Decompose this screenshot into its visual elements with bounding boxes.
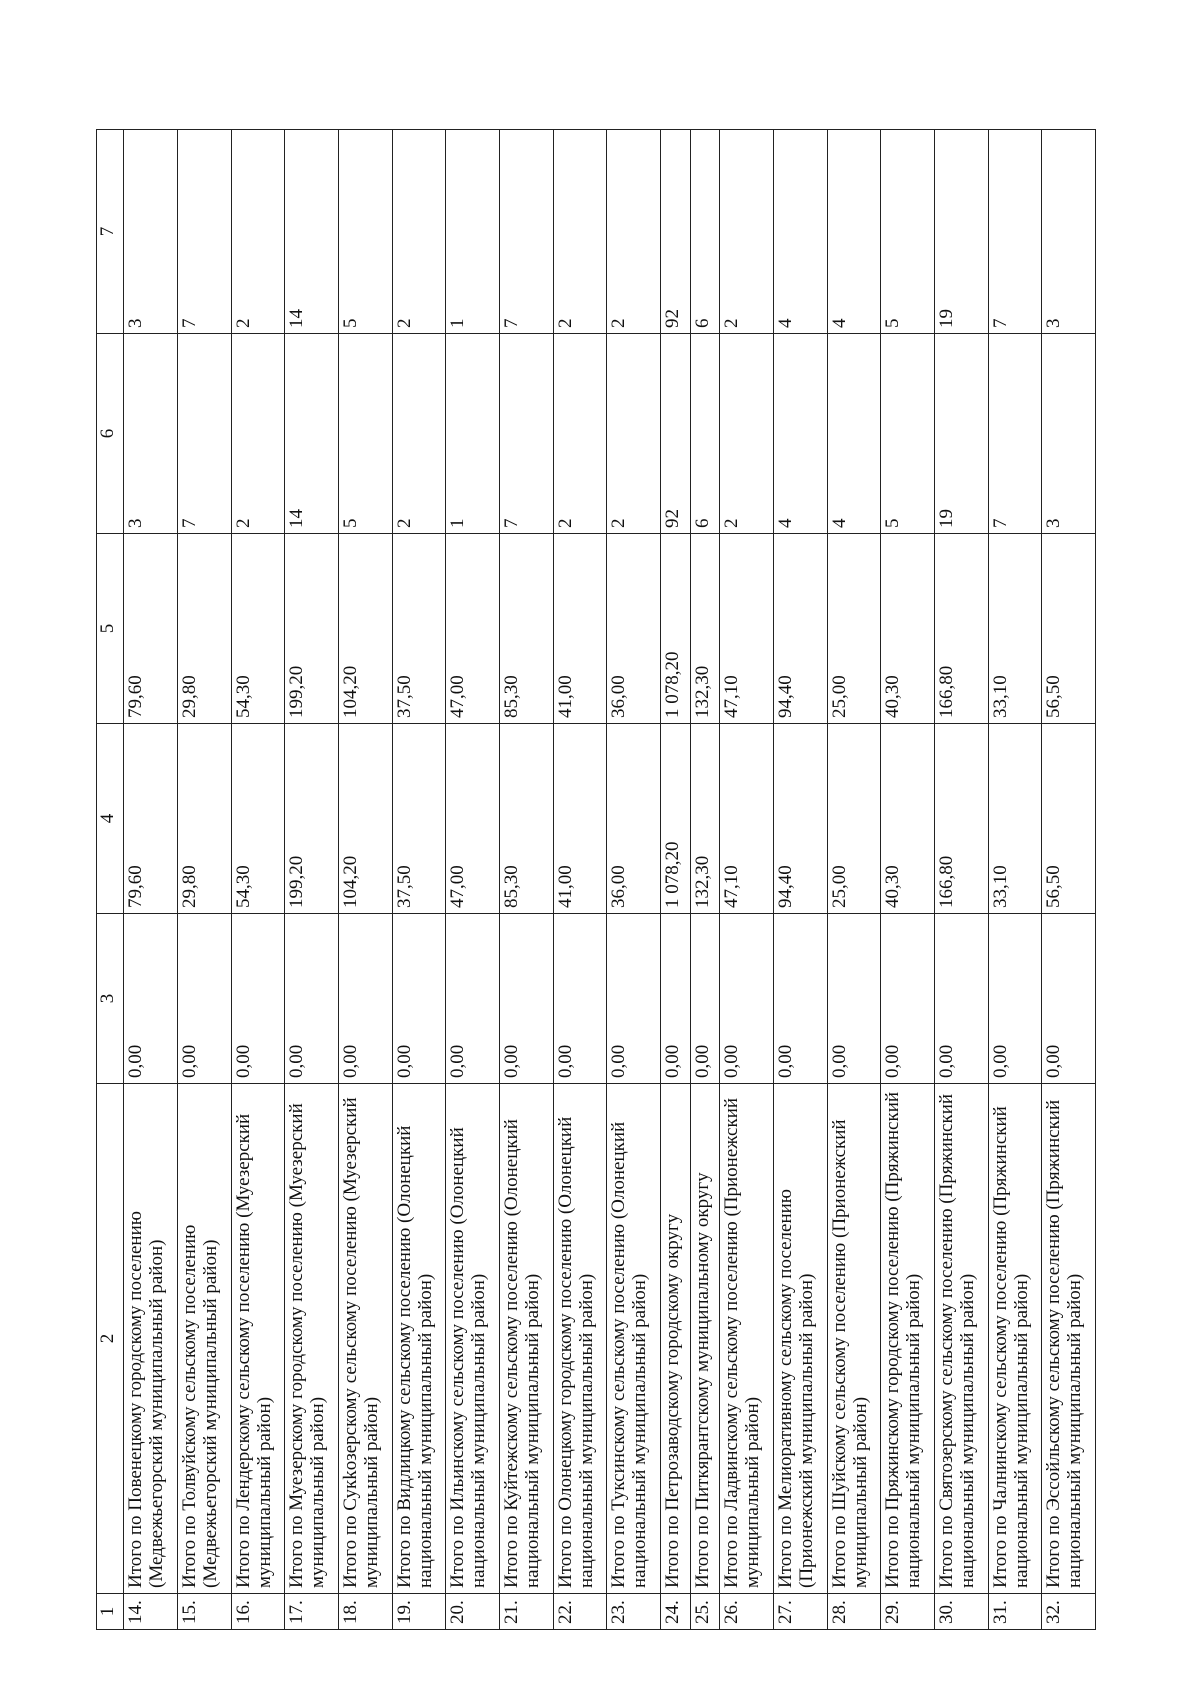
table-row [720,130,774,1630]
value-col-5: 47,10 [720,534,774,724]
value-col-4: 37,50 [392,724,446,914]
value-col-3: 0,00 [231,914,285,1084]
value-col-6: 1 [446,334,500,534]
value-col-7: 92 [660,130,690,334]
value-col-7: 2 [553,130,607,334]
settlement-name: Итого по Эссойльскому сельскому поселению (Пряжинский национальный муниципальный район) [1042,1084,1096,1594]
settlement-name: Итого по Муезерскому городскому поселению (Муезерский муниципальный район) [285,1084,339,1594]
row-number: 25. [690,1594,720,1630]
row-number: 15. [178,1594,232,1630]
table-row [690,130,720,1630]
value-col-7: 5 [881,130,935,334]
settlement-name: Итого по Чалнинскому сельскому поселению (Пряжинский национальный муниципальный район) [988,1084,1042,1594]
value-col-3: 0,00 [1042,914,1096,1084]
settlement-name: Итого по Петрозаводскому городскому округу [660,1084,690,1594]
value-col-6: 2 [553,334,607,534]
table-row [988,130,1042,1630]
value-col-7: 2 [392,130,446,334]
settlement-name: Итого по Пряжинскому городскому поселению (Пряжинский национальный муниципальный район) [881,1084,935,1594]
value-col-7: 7 [499,130,553,334]
value-col-7: 7 [178,130,232,334]
value-col-3: 0,00 [773,914,827,1084]
settlement-name: Итого по Святозерскому сельскому поселению (Пряжинский национальный муниципальный район) [934,1084,988,1594]
value-col-4: 25,00 [827,724,881,914]
settlement-name: Итого по Шуйскому сельскому поселению (Прионежский муниципальный район) [827,1084,881,1594]
value-col-7: 5 [339,130,393,334]
settlement-name: Итого по Ладвинскому сельскому поселению (Прионежский муниципальный район) [720,1084,774,1594]
value-col-5: 36,00 [607,534,661,724]
value-col-5: 94,40 [773,534,827,724]
value-col-4: 132,30 [690,724,720,914]
value-col-5: 85,30 [499,534,553,724]
value-col-4: 79,60 [124,724,178,914]
header-cell: 6 [97,334,124,534]
settlement-name: Итого по Туксинскому сельскому поселению (Олонецкий национальный муниципальный район) [607,1084,661,1594]
value-col-5: 199,20 [285,534,339,724]
value-col-4: 56,50 [1042,724,1096,914]
value-col-4: 33,10 [988,724,1042,914]
value-col-4: 36,00 [607,724,661,914]
value-col-4: 85,30 [499,724,553,914]
value-col-5: 79,60 [124,534,178,724]
value-col-3: 0,00 [446,914,500,1084]
value-col-4: 40,30 [881,724,935,914]
value-col-6: 7 [178,334,232,534]
table-body [97,130,1096,1630]
value-col-5: 104,20 [339,534,393,724]
row-number: 29. [881,1594,935,1630]
value-col-6: 2 [392,334,446,534]
value-col-4: 94,40 [773,724,827,914]
value-col-5: 25,00 [827,534,881,724]
row-number: 16. [231,1594,285,1630]
header-cell: 2 [97,1084,124,1594]
value-col-7: 14 [285,130,339,334]
header-cell: 4 [97,724,124,914]
value-col-6: 2 [720,334,774,534]
value-col-3: 0,00 [553,914,607,1084]
value-col-3: 0,00 [881,914,935,1084]
value-col-3: 0,00 [720,914,774,1084]
value-col-6: 4 [773,334,827,534]
settlement-name: Итого по Олонецкому городскому поселению (Олонецкий национальный муниципальный район) [553,1084,607,1594]
value-col-5: 54,30 [231,534,285,724]
value-col-5: 1 078,20 [660,534,690,724]
value-col-5: 47,00 [446,534,500,724]
settlement-name: Итого по Куйтежскому сельскому поселению (Олонецкий национальный муниципальный район) [499,1084,553,1594]
value-col-3: 0,00 [660,914,690,1084]
row-number: 26. [720,1594,774,1630]
table-row [827,130,881,1630]
value-col-7: 4 [773,130,827,334]
row-number: 24. [660,1594,690,1630]
value-col-6: 14 [285,334,339,534]
value-col-5: 56,50 [1042,534,1096,724]
value-col-4: 47,10 [720,724,774,914]
value-col-7: 19 [934,130,988,334]
value-col-3: 0,00 [124,914,178,1084]
row-number: 18. [339,1594,393,1630]
header-cell: 7 [97,130,124,334]
settlement-name: Итого по Лендерскому сельскому поселению (Муезерский муниципальный район) [231,1084,285,1594]
value-col-7: 3 [1042,130,1096,334]
value-col-6: 2 [607,334,661,534]
row-number: 21. [499,1594,553,1630]
value-col-3: 0,00 [934,914,988,1084]
table-row [553,130,607,1630]
header-cell: 5 [97,534,124,724]
row-number: 14. [124,1594,178,1630]
value-col-6: 92 [660,334,690,534]
header-cell: 3 [97,914,124,1084]
value-col-3: 0,00 [178,914,232,1084]
value-col-4: 104,20 [339,724,393,914]
value-col-3: 0,00 [607,914,661,1084]
row-number: 27. [773,1594,827,1630]
value-col-4: 41,00 [553,724,607,914]
table-row [285,130,339,1630]
value-col-5: 40,30 [881,534,935,724]
value-col-7: 7 [988,130,1042,334]
value-col-5: 37,50 [392,534,446,724]
value-col-5: 132,30 [690,534,720,724]
value-col-4: 47,00 [446,724,500,914]
value-col-6: 2 [231,334,285,534]
row-number: 19. [392,1594,446,1630]
value-col-3: 0,00 [827,914,881,1084]
table-row [178,130,232,1630]
value-col-3: 0,00 [285,914,339,1084]
table-row [1042,130,1096,1630]
value-col-5: 166,80 [934,534,988,724]
settlement-name: Итого по Видлицкому сельскому поселению (Олонецкий национальный муниципальный район) [392,1084,446,1594]
value-col-7: 3 [124,130,178,334]
table-row [339,130,393,1630]
value-col-7: 1 [446,130,500,334]
table-row [392,130,446,1630]
value-col-4: 166,80 [934,724,988,914]
value-col-6: 19 [934,334,988,534]
data-table [96,129,1096,1630]
settlement-name: Итого по Ильинскому сельскому поселению (Олонецкий национальный муниципальный район) [446,1084,500,1594]
value-col-7: 6 [690,130,720,334]
table-row [499,130,553,1630]
value-col-3: 0,00 [988,914,1042,1084]
value-col-3: 0,00 [499,914,553,1084]
row-number: 17. [285,1594,339,1630]
value-col-4: 29,80 [178,724,232,914]
table-row [881,130,935,1630]
table-row [773,130,827,1630]
value-col-7: 4 [827,130,881,334]
value-col-6: 4 [827,334,881,534]
value-col-3: 0,00 [339,914,393,1084]
value-col-6: 3 [1042,334,1096,534]
value-col-6: 5 [881,334,935,534]
settlement-name: Итого по Толвуйскому сельскому поселению (Медвежьегорский муниципальный район) [178,1084,232,1594]
table-row [660,130,690,1630]
value-col-6: 7 [988,334,1042,534]
table-row [607,130,661,1630]
document-page [96,130,1096,1630]
header-cell: 1 [97,1594,124,1630]
settlement-name: Итого по Мелиоративному сельскому поселению (Прионежский муниципальный район) [773,1084,827,1594]
value-col-4: 1 078,20 [660,724,690,914]
value-col-6: 7 [499,334,553,534]
table-row [124,130,178,1630]
table-row [934,130,988,1630]
value-col-6: 3 [124,334,178,534]
row-number: 28. [827,1594,881,1630]
table-row [231,130,285,1630]
value-col-5: 41,00 [553,534,607,724]
settlement-name: Итого по Сукkозерскому сельскому поселению (Муезерский муниципальный район) [339,1084,393,1594]
value-col-5: 33,10 [988,534,1042,724]
value-col-7: 2 [607,130,661,334]
value-col-3: 0,00 [690,914,720,1084]
settlement-name: Итого по Питкярантскому муниципальному округу [690,1084,720,1594]
value-col-5: 29,80 [178,534,232,724]
value-col-6: 6 [690,334,720,534]
row-number: 20. [446,1594,500,1630]
value-col-4: 199,20 [285,724,339,914]
header-row [97,130,124,1630]
value-col-7: 2 [720,130,774,334]
value-col-6: 5 [339,334,393,534]
row-number: 31. [988,1594,1042,1630]
value-col-3: 0,00 [392,914,446,1084]
rotated-table-wrapper [96,130,1096,1630]
row-number: 23. [607,1594,661,1630]
row-number: 30. [934,1594,988,1630]
settlement-name: Итого по Повенецкому городскому поселению (Медвежьегорский муниципальный район) [124,1084,178,1594]
table-row [446,130,500,1630]
value-col-7: 2 [231,130,285,334]
value-col-4: 54,30 [231,724,285,914]
row-number: 32. [1042,1594,1096,1630]
row-number: 22. [553,1594,607,1630]
